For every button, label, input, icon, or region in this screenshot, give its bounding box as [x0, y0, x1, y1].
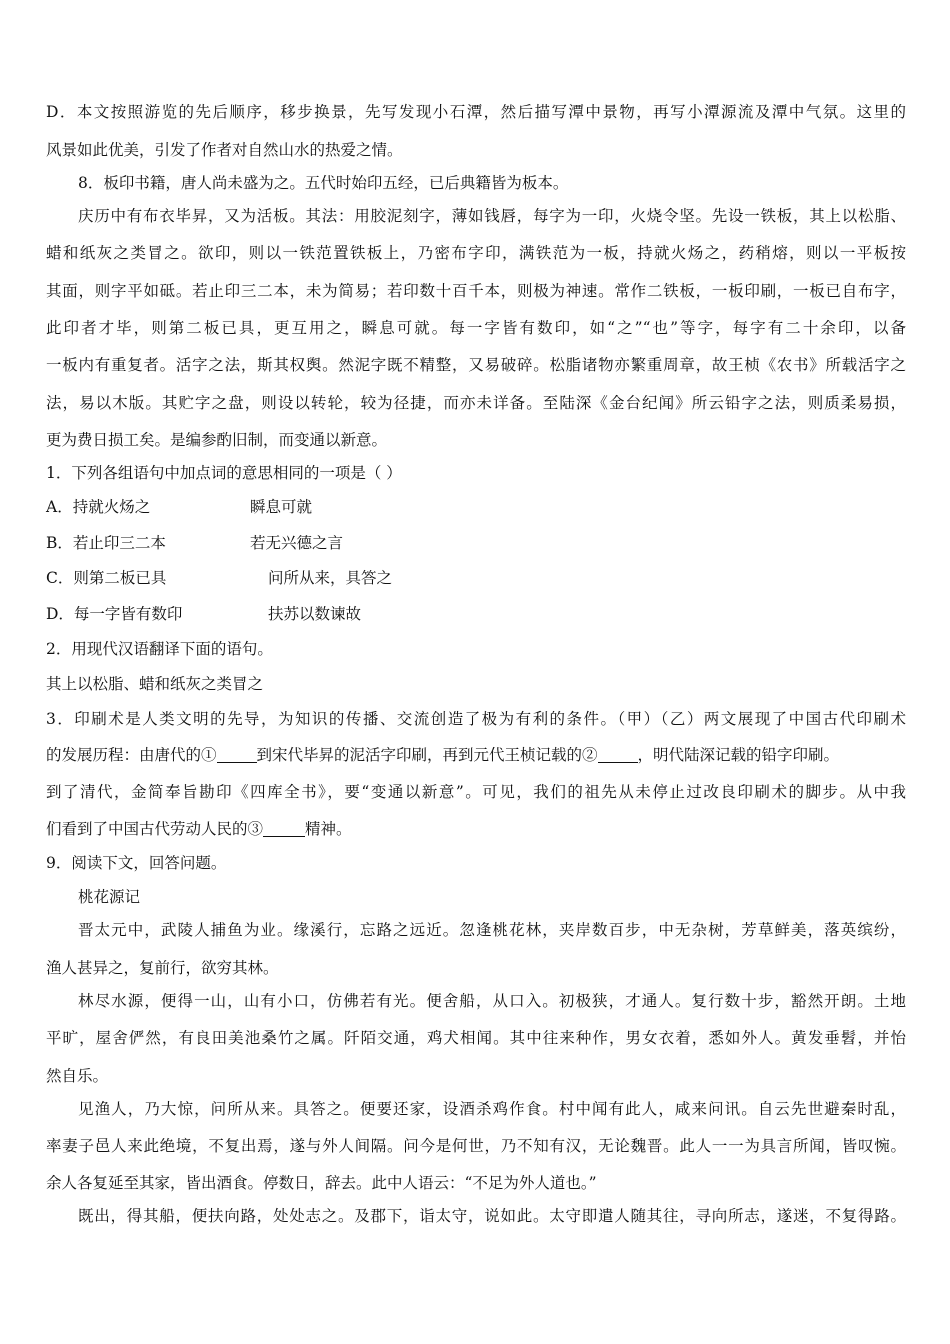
text-segment: ，明代陆深记载的铅字印刷。 — [637, 746, 840, 764]
paragraph-line: 风景如此优美，引发了作者对自然山水的热爱之情。 — [46, 141, 403, 159]
answer-blank-1[interactable] — [217, 746, 257, 763]
paragraph-line: 法，易以木版。其贮字之盘，则设以转轮，较为径捷，而亦未详备。至陆深《金台纪闻》所云铅字之法，则质柔易损， — [46, 394, 906, 412]
question-9-heading: 9．阅读下文，回答问题。 — [46, 854, 227, 872]
paragraph-line: D．本文按照游览的先后顺序，移步换景，先写发现小石潭，然后描写潭中景物，再写小潭源流及潭中气氛。这里的 — [46, 103, 906, 121]
option-b-right: 若无兴德之言 — [250, 534, 344, 552]
paragraph-line: 林尽水源，便得一山，山有小口，仿佛若有光。便舍船，从口入。初极狭，才通人。复行数十步，豁然开朗。土地 — [78, 992, 906, 1010]
translation-sentence: 其上以松脂、蜡和纸灰之类冒之 — [46, 675, 264, 693]
paragraph-line: 晋太元中，武陵人捕鱼为业。缘溪行，忘路之远近。忽逢桃花林，夹岸数百步，中无杂树，芳草鲜美，落英缤纷， — [78, 921, 906, 939]
answer-blank-3[interactable] — [263, 820, 305, 837]
answer-blank-2[interactable] — [598, 746, 638, 763]
text-segment: 的发展历程：由唐代的① — [46, 746, 217, 764]
question-1-stem: 1．下列各组语句中加点词的意思相同的一项是（ ） — [46, 464, 402, 482]
text-segment: 们看到了中国古代劳动人民的③ — [46, 820, 264, 838]
option-d-right: 扶苏以数谏故 — [268, 605, 362, 623]
paragraph-line: 渔人甚异之，复前行，欲穷其林。 — [46, 959, 279, 977]
paragraph-line: 其面，则字平如砥。若止印三二本，未为简易；若印数十百千本，则极为神速。常作二铁板，一板印刷，一板已自布字， — [46, 282, 906, 300]
paragraph-line: 然自乐。 — [46, 1067, 109, 1085]
text-segment: 到宋代毕昇的泥活字印刷，再到元代王桢记载的② — [256, 746, 598, 764]
option-a-left: A．持就火炀之 — [46, 498, 151, 516]
passage-title: 桃花源记 — [78, 888, 141, 906]
option-b-left: B．若止印三二本 — [46, 534, 166, 552]
question-2-stem: 2．用现代汉语翻译下面的语句。 — [46, 640, 273, 658]
paragraph-line: 既出，得其船，便扶向路，处处志之。及郡下，诣太守，说如此。太守即遣人随其往，寻向所志，遂迷，不复得路。 — [78, 1207, 906, 1225]
paragraph-line: 平旷，屋舍俨然，有良田美池桑竹之属。阡陌交通，鸡犬相闻。其中往来种作，男女衣着，悉如外人。黄发垂髫，并怡 — [46, 1029, 906, 1047]
paragraph-line: 此印者才毕，则第二板已具，更互用之，瞬息可就。每一字皆有数印，如“之”“也”等字，每字有二十余印，以备 — [46, 319, 906, 337]
paragraph-line: 一板内有重复者。活字之法，斯其权舆。然泥字既不精整，又易破碎。松脂诸物亦繁重周章，故王桢《农书》所载活字之 — [46, 356, 906, 374]
paragraph-line: 见渔人，乃大惊，问所从来。具答之。便要还家，设酒杀鸡作食。村中闻有此人，咸来问讯。自云先世避秦时乱， — [78, 1100, 906, 1118]
paragraph-line — [46, 819, 352, 839]
text-segment: 精神。 — [305, 820, 352, 838]
option-c-right: 问所从来，具答之 — [268, 569, 393, 587]
paragraph-line: 率妻子邑人来此绝境，不复出焉，遂与外人间隔。问今是何世，乃不知有汉，无论魏晋。此人一一为具言所闻，皆叹惋。 — [46, 1137, 906, 1155]
option-c-left: C．则第二板已具 — [46, 569, 167, 587]
paragraph-line: 到了清代，金简奉旨勘印《四库全书》，要“变通以新意”。可见，我们的祖先从未停止过改良印刷术的脚步。从中我 — [46, 783, 906, 801]
paragraph-line: 庆历中有布衣毕昇，又为活板。其法：用胶泥刻字，薄如钱唇，每字为一印，火烧令坚。先设一铁板，其上以松脂、 — [78, 207, 906, 225]
paragraph-line: 余人各复延至其家，皆出酒食。停数日，辞去。此中人语云：“不足为外人道也。” — [46, 1174, 597, 1192]
option-d-left: D．每一字皆有数印 — [46, 605, 183, 623]
option-a-right: 瞬息可就 — [250, 498, 313, 516]
paragraph-line — [46, 745, 839, 765]
paragraph-line: 蜡和纸灰之类冒之。欲印，则以一铁范置铁板上，乃密布字印，满铁范为一板，持就火炀之，药稍熔，则以一平板按 — [46, 244, 906, 262]
question-3-stem: 3．印刷术是人类文明的先导，为知识的传播、交流创造了极为有利的条件。（甲）（乙）两文展现了中国古代印刷术 — [46, 710, 906, 728]
paragraph-line: 更为费日损工矣。是编参酌旧制，而变通以新意。 — [46, 431, 388, 449]
question-8-heading: 8．板印书籍，唐人尚未盛为之。五代时始印五经，已后典籍皆为板本。 — [78, 174, 569, 192]
